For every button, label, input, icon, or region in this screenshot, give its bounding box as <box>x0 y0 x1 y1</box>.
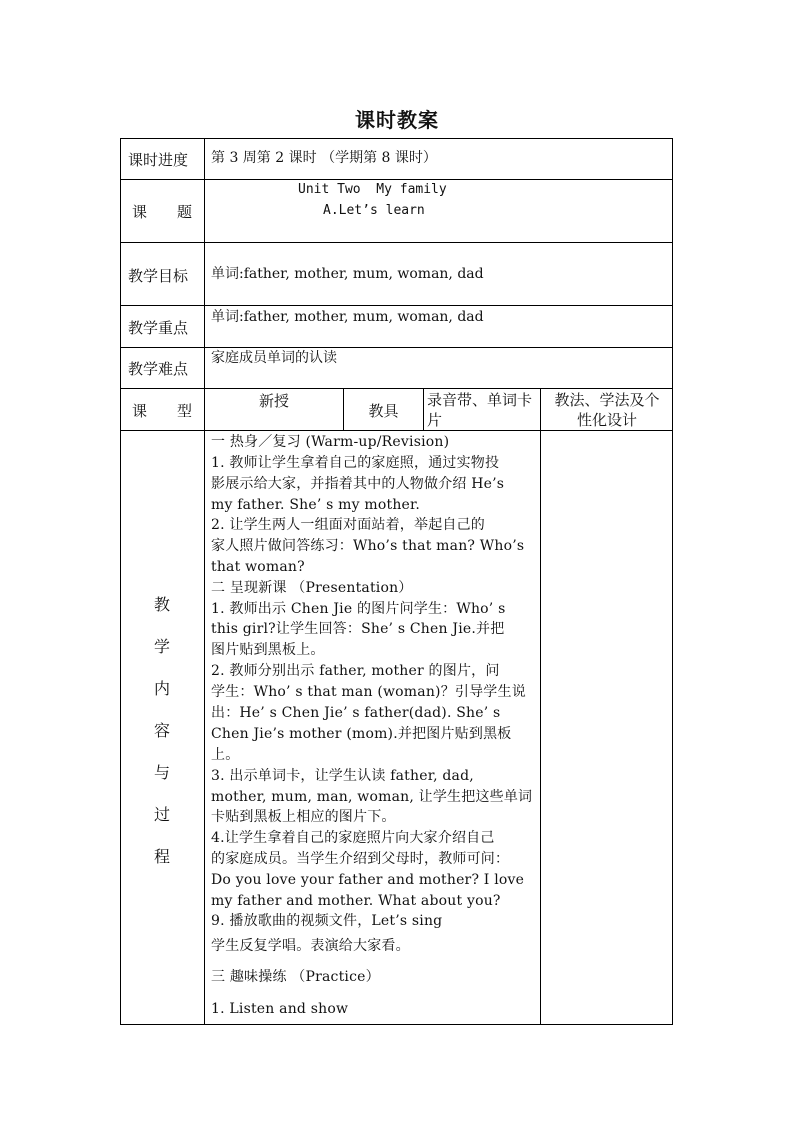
content-line: 2. 教师分别出示 father, mother 的图片，问 <box>211 663 500 679</box>
topic-unit: Unit Two My family <box>298 182 447 197</box>
content-line: 4.让学生拿着自己的家庭照片向大家介绍自己 <box>211 830 495 846</box>
topic-lesson: A.Let’s learn <box>323 203 425 218</box>
method-label: 教法、学法及个性化设计 <box>554 391 660 429</box>
focus-value: 单词:father, mother, mum, woman, dad <box>211 309 484 325</box>
column-divider <box>120 138 121 1025</box>
content-line: 3. 出示单词卡，让学生认读 father, dad, <box>211 768 474 784</box>
goal-label: 教学目标 <box>128 267 189 285</box>
content-line: 三 趣味操练 （Practice） <box>211 969 380 985</box>
row-divider <box>120 347 673 348</box>
content-line: 1. 教师让学生拿着自己的家庭照，通过实物投 <box>211 455 500 471</box>
type-label: 课 型 <box>131 402 192 420</box>
page-title: 课时教案 <box>355 108 439 132</box>
side-label-char: 与 <box>153 763 170 782</box>
content-line: 图片贴到黑板上。 <box>211 642 325 658</box>
content-line: that woman? <box>211 559 305 575</box>
side-label-char: 学 <box>153 637 170 656</box>
content-line: 学生：Who’ s that man (woman)？引导学生说 <box>211 684 526 700</box>
progress-label: 课时进度 <box>128 151 189 169</box>
progress-value: 第 3 周第 2 课时 （学期第 8 课时） <box>211 150 437 166</box>
column-divider <box>423 388 424 430</box>
content-line: 1. 教师出示 Chen Jie 的图片问学生：Who’ s <box>211 601 506 617</box>
row-divider <box>120 1024 673 1025</box>
content-line: 影展示给大家，并指着其中的人物做介绍 He’s <box>211 476 505 492</box>
content-line: 2. 让学生两人一组面对面站着，举起自己的 <box>211 517 486 533</box>
content-line: Chen Jie’s mother (mom).并把图片贴到黑板 <box>211 726 512 742</box>
row-divider <box>120 179 673 180</box>
content-line: 二 呈现新课 （Presentation） <box>211 580 413 596</box>
content-line: 上。 <box>211 747 240 763</box>
side-label-char: 程 <box>153 847 170 866</box>
row-divider <box>120 305 673 306</box>
topic-label: 课 题 <box>131 203 192 221</box>
column-divider <box>540 388 541 1025</box>
focus-label: 教学重点 <box>128 319 189 337</box>
content-line: 一 热身／复习 (Warm-up/Revision) <box>211 434 450 450</box>
content-line: 家人照片做问答练习：Who’s that man? Who’s <box>211 538 525 554</box>
row-divider <box>120 242 673 243</box>
content-line: my father and mother. What about you? <box>211 893 501 909</box>
content-line: my father. She’ s my mother. <box>211 497 421 513</box>
content-line: 卡贴到黑板上相应的图片下。 <box>211 809 396 825</box>
side-label-char: 内 <box>153 679 170 698</box>
side-label-char: 过 <box>153 805 170 824</box>
type-value: 新授 <box>258 392 289 410</box>
row-divider <box>120 388 673 389</box>
content-line: 学生反复学唱。表演给大家看。 <box>211 938 410 954</box>
tools-value: 录音带、单词卡片 <box>427 391 533 429</box>
tools-label: 教具 <box>368 402 399 420</box>
side-label-char: 教 <box>153 595 170 614</box>
difficulty-value: 家庭成员单词的认读 <box>211 350 337 366</box>
row-divider <box>120 138 673 139</box>
content-line: 9. 播放歌曲的视频文件，Let’s sing <box>211 913 443 929</box>
content-line: this girl?让学生回答：She’ s Chen Jie.并把 <box>211 621 505 637</box>
difficulty-label: 教学难点 <box>128 360 189 378</box>
side-label-char: 容 <box>153 721 170 740</box>
content-line: 1. Listen and show <box>211 1001 349 1017</box>
content-line: Do you love your father and mother? I love <box>211 872 525 888</box>
goal-value: 单词:father, mother, mum, woman, dad <box>211 266 484 282</box>
content-line: 出：He’ s Chen Jie’ s father(dad). She’ s <box>211 705 501 721</box>
content-line: 的家庭成员。当学生介绍到父母时，教师可问： <box>211 851 510 867</box>
row-divider <box>120 430 673 431</box>
content-line: mother, mum, man, woman, 让学生把这些单词 <box>211 789 533 805</box>
column-divider <box>204 138 205 1025</box>
column-divider <box>672 138 673 1025</box>
